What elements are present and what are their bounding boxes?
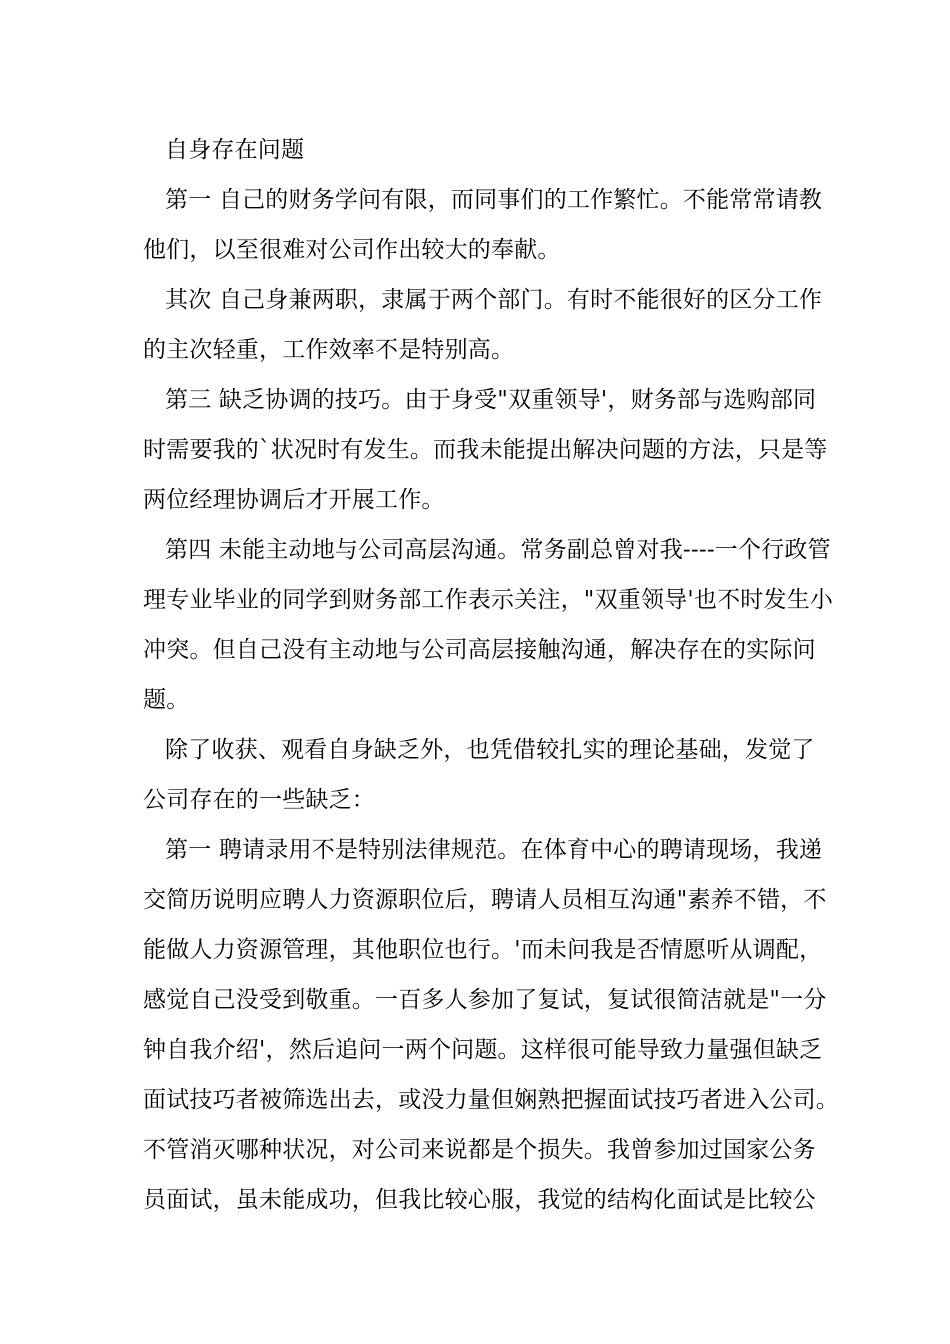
paragraph-line: 理专业毕业的同学到财务部工作表示关注，"双重领导'也不时发生小 — [143, 587, 834, 613]
paragraph-line: 两位经理协调后才开展工作。 — [143, 487, 445, 513]
paragraph-line: 他们，以至很难对公司作出较大的奉献。 — [143, 237, 561, 263]
paragraph-line: 面试技巧者被筛选出去，或没力量但娴熟把握面试技巧者进入公司。 — [143, 1087, 839, 1113]
document-body — [143, 125, 843, 1225]
paragraph-line: 的主次轻重，工作效率不是特别高。 — [143, 337, 515, 363]
paragraph-line: 冲突。但自己没有主动地与公司高层接触沟通，解决存在的实际问 — [143, 637, 816, 663]
paragraph-line: 钟自我介绍'，然后追问一两个问题。这样很可能导致力量强但缺乏 — [143, 1037, 823, 1063]
paragraph-line: 其次 自己身兼两职，隶属于两个部门。有时不能很好的区分工作 — [165, 287, 823, 313]
paragraph-line: 题。 — [143, 687, 190, 713]
paragraph-line: 感觉自己没受到敬重。一百多人参加了复试，复试很简洁就是"一分 — [143, 987, 827, 1013]
paragraph-line: 不管消灭哪种状况，对公司来说都是个损失。我曾参加过国家公务 — [143, 1137, 816, 1163]
paragraph-line: 交简历说明应聘人力资源职位后，聘请人员相互沟通"素养不错，不 — [143, 887, 827, 913]
paragraph-line: 第一 自己的财务学问有限，而同事们的工作繁忙。不能常常请教 — [165, 187, 823, 213]
paragraph-line: 员面试，虽未能成功，但我比较心服，我觉的结构化面试是比较公 — [143, 1187, 816, 1213]
paragraph-line: 除了收获、观看自身缺乏外，也凭借较扎实的理论基础，发觉了 — [165, 737, 815, 763]
paragraph-line: 第三 缺乏协调的技巧。由于身受"双重领导'，财务部与选购部同 — [165, 387, 817, 413]
paragraph-line: 第一 聘请录用不是特别法律规范。在体育中心的聘请现场，我递 — [165, 837, 823, 863]
paragraph-line: 能做人力资源管理，其他职位也行。'而未问我是否情愿听从调配， — [143, 937, 823, 963]
paragraph-line: 第四 未能主动地与公司高层沟通。常务副总曾对我----一个行政管 — [165, 537, 831, 563]
paragraph-line: 公司存在的一些缺乏： — [143, 787, 375, 813]
section-heading: 自身存在问题 — [165, 137, 305, 163]
paragraph-line: 时需要我的`状况时有发生。而我未能提出解决问题的方法，只是等 — [143, 437, 828, 463]
